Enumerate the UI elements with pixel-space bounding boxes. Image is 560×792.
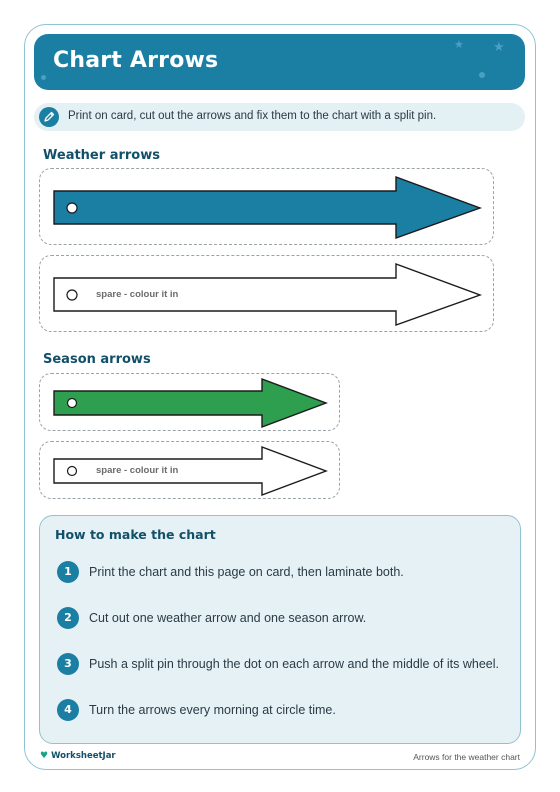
how-to-panel <box>39 515 521 744</box>
page-title: Chart Arrows <box>53 48 219 73</box>
step-number: 3 <box>57 653 79 675</box>
weather-arrows-title: Weather arrows <box>43 148 160 163</box>
pencil-icon <box>39 107 59 127</box>
weather-arrow-cutout[interactable] <box>39 168 494 245</box>
step-item <box>57 653 517 675</box>
split-pin-dot <box>68 399 77 408</box>
star-icon: ★ <box>454 38 464 51</box>
page-header <box>34 34 525 90</box>
season-spare-arrow-cutout[interactable] <box>39 441 340 499</box>
instruction-bar <box>34 103 525 131</box>
dot-icon <box>41 75 46 80</box>
how-to-title: How to make the chart <box>55 527 216 542</box>
brand-name: WorksheetJar <box>51 751 116 761</box>
instruction-text: Print on card, cut out the arrows and fix them to the chart with a split pin. <box>68 110 437 122</box>
step-text: Push a split pin through the dot on each arrow and the middle of its wheel. <box>89 657 499 671</box>
split-pin-dot <box>68 467 77 476</box>
spare-label: spare - colour it in <box>96 465 179 476</box>
split-pin-dot <box>67 203 77 213</box>
step-text: Cut out one weather arrow and one season arrow. <box>89 611 367 625</box>
step-number: 4 <box>57 699 79 721</box>
step-number: 1 <box>57 561 79 583</box>
weather-arrow-shape <box>40 169 495 246</box>
season-arrow-cutout[interactable] <box>39 373 340 431</box>
season-arrow-shape <box>40 374 341 432</box>
step-item <box>57 607 517 629</box>
dot-icon <box>479 72 485 78</box>
split-pin-dot <box>67 290 77 300</box>
season-spare-arrow-shape <box>40 442 341 500</box>
step-item <box>57 561 517 583</box>
heart-icon: ♥ <box>40 751 49 761</box>
weather-spare-arrow-cutout[interactable] <box>39 255 494 332</box>
footer-brand <box>40 751 116 761</box>
step-text: Turn the arrows every morning at circle time. <box>89 703 336 717</box>
step-number: 2 <box>57 607 79 629</box>
step-item <box>57 699 517 721</box>
step-text: Print the chart and this page on card, then laminate both. <box>89 565 404 579</box>
season-arrows-title: Season arrows <box>43 352 151 367</box>
spare-label: spare - colour it in <box>96 289 179 300</box>
star-icon: ★ <box>493 40 505 55</box>
footer-caption: Arrows for the weather chart <box>413 752 520 762</box>
